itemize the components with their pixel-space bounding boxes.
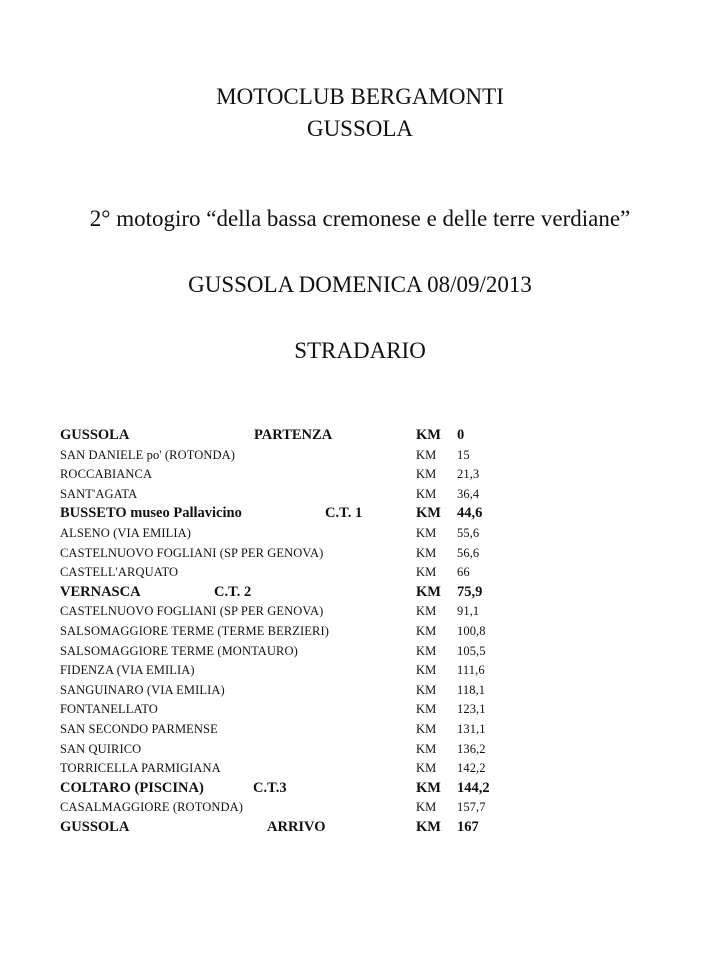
route-row: [60, 798, 520, 818]
route-row: [60, 720, 520, 740]
route-row: [60, 426, 520, 446]
route-place: VERNASCA: [60, 583, 141, 600]
route-distance: 36,4: [457, 486, 480, 501]
route-place: FIDENZA (VIA EMILIA): [60, 663, 195, 678]
event-date: GUSSOLA DOMENICA 08/09/2013: [188, 272, 532, 297]
route-place: GUSSOLA: [60, 427, 130, 443]
route-km-label: KM: [416, 741, 437, 756]
route-place: CASTELNUOVO FOGLIANI (SP PER GENOVA): [60, 604, 324, 619]
route-row: [60, 563, 520, 583]
route-km-label: KM: [416, 761, 437, 776]
route-distance: 142,2: [457, 761, 486, 776]
route-row: [60, 446, 520, 466]
route-km-label: KM: [416, 505, 441, 522]
route-place: SALSOMAGGIORE TERME (MONTAURO): [60, 643, 298, 658]
route-place: COLTARO (PISCINA): [60, 779, 204, 796]
route-distance: 55,6: [457, 525, 480, 540]
route-distance: 66: [457, 565, 470, 580]
route-place: SANT'AGATA: [60, 486, 138, 501]
route-place: SAN SECONDO PARMENSE: [60, 721, 218, 736]
route-km-label: KM: [416, 623, 437, 638]
route-km-label: KM: [416, 545, 437, 560]
route-distance: 111,6: [457, 663, 485, 678]
route-km-label: KM: [416, 779, 441, 796]
route-km-label: KM: [416, 583, 441, 600]
route-row: [60, 661, 520, 681]
route-place: ROCCABIANCA: [60, 467, 153, 482]
route-distance: 144,2: [457, 779, 490, 796]
route-km-label: KM: [416, 818, 441, 835]
route-distance: 118,1: [457, 682, 486, 697]
route-km-label: KM: [416, 565, 437, 580]
route-distance: 105,5: [457, 643, 486, 658]
route-row: [60, 602, 520, 622]
route-place: GUSSOLA: [60, 818, 130, 835]
club-name: MOTOCLUB BERGAMONTI: [216, 84, 504, 109]
route-place: CASTELL'ARQUATO: [60, 565, 179, 580]
club-town: GUSSOLA: [306, 116, 414, 141]
event-title: 2° motogiro “della bassa cremonese e delle terre verdiane”: [89, 206, 631, 231]
route-km-label: KM: [416, 800, 437, 815]
route-row: [60, 622, 520, 642]
route-place: FONTANELLATO: [60, 702, 158, 717]
route-km-label: KM: [416, 427, 441, 443]
route-place: SANGUINARO (VIA EMILIA): [60, 682, 225, 697]
route-table: [60, 426, 520, 837]
route-km-label: KM: [416, 486, 437, 501]
route-km-label: KM: [416, 682, 437, 697]
route-row: [60, 583, 520, 603]
route-km-label: KM: [416, 721, 437, 736]
route-row: [60, 759, 520, 779]
route-row: [60, 504, 520, 524]
route-note: PARTENZA: [254, 427, 333, 443]
route-note: C.T. 2: [214, 583, 252, 600]
route-distance: 15: [457, 447, 470, 462]
route-distance: 123,1: [457, 702, 486, 717]
route-place: TORRICELLA PARMIGIANA: [60, 761, 221, 776]
route-distance: 56,6: [457, 545, 480, 560]
route-place: BUSSETO museo Pallavicino: [60, 505, 242, 522]
route-distance: 131,1: [457, 721, 486, 736]
route-place: ALSENO (VIA EMILIA): [60, 525, 192, 540]
route-row: [60, 779, 520, 799]
route-distance: 44,6: [457, 505, 483, 522]
route-km-label: KM: [416, 604, 437, 619]
route-place: CASALMAGGIORE (ROTONDA): [60, 800, 243, 815]
route-km-label: KM: [416, 702, 437, 717]
route-row: [60, 465, 520, 485]
route-row: [60, 740, 520, 760]
route-distance: 91,1: [457, 604, 480, 619]
route-row: [60, 544, 520, 564]
route-row: [60, 818, 520, 838]
route-row: [60, 681, 520, 701]
route-km-label: KM: [416, 643, 437, 658]
route-note: C.T.3: [253, 779, 287, 796]
route-place: CASTELNUOVO FOGLIANI (SP PER GENOVA): [60, 545, 324, 560]
route-distance: 136,2: [457, 741, 486, 756]
route-place: SALSOMAGGIORE TERME (TERME BERZIERI): [60, 623, 329, 638]
route-place: SAN DANIELE po' (ROTONDA): [60, 447, 235, 462]
route-distance: 21,3: [457, 467, 480, 482]
route-distance: 100,8: [457, 623, 486, 638]
route-distance: 75,9: [457, 583, 483, 600]
route-place: SAN QUIRICO: [60, 741, 142, 756]
route-row: [60, 700, 520, 720]
route-distance: 157,7: [457, 800, 486, 815]
route-distance: 0: [457, 427, 465, 443]
route-row: [60, 524, 520, 544]
route-km-label: KM: [416, 447, 437, 462]
route-row: [60, 642, 520, 662]
route-km-label: KM: [416, 467, 437, 482]
route-km-label: KM: [416, 663, 437, 678]
route-distance: 167: [457, 818, 479, 835]
route-km-label: KM: [416, 525, 437, 540]
route-row: [60, 485, 520, 505]
section-title: STRADARIO: [294, 338, 426, 363]
route-checkpoint: C.T. 1: [325, 505, 363, 522]
route-note: ARRIVO: [267, 818, 326, 835]
